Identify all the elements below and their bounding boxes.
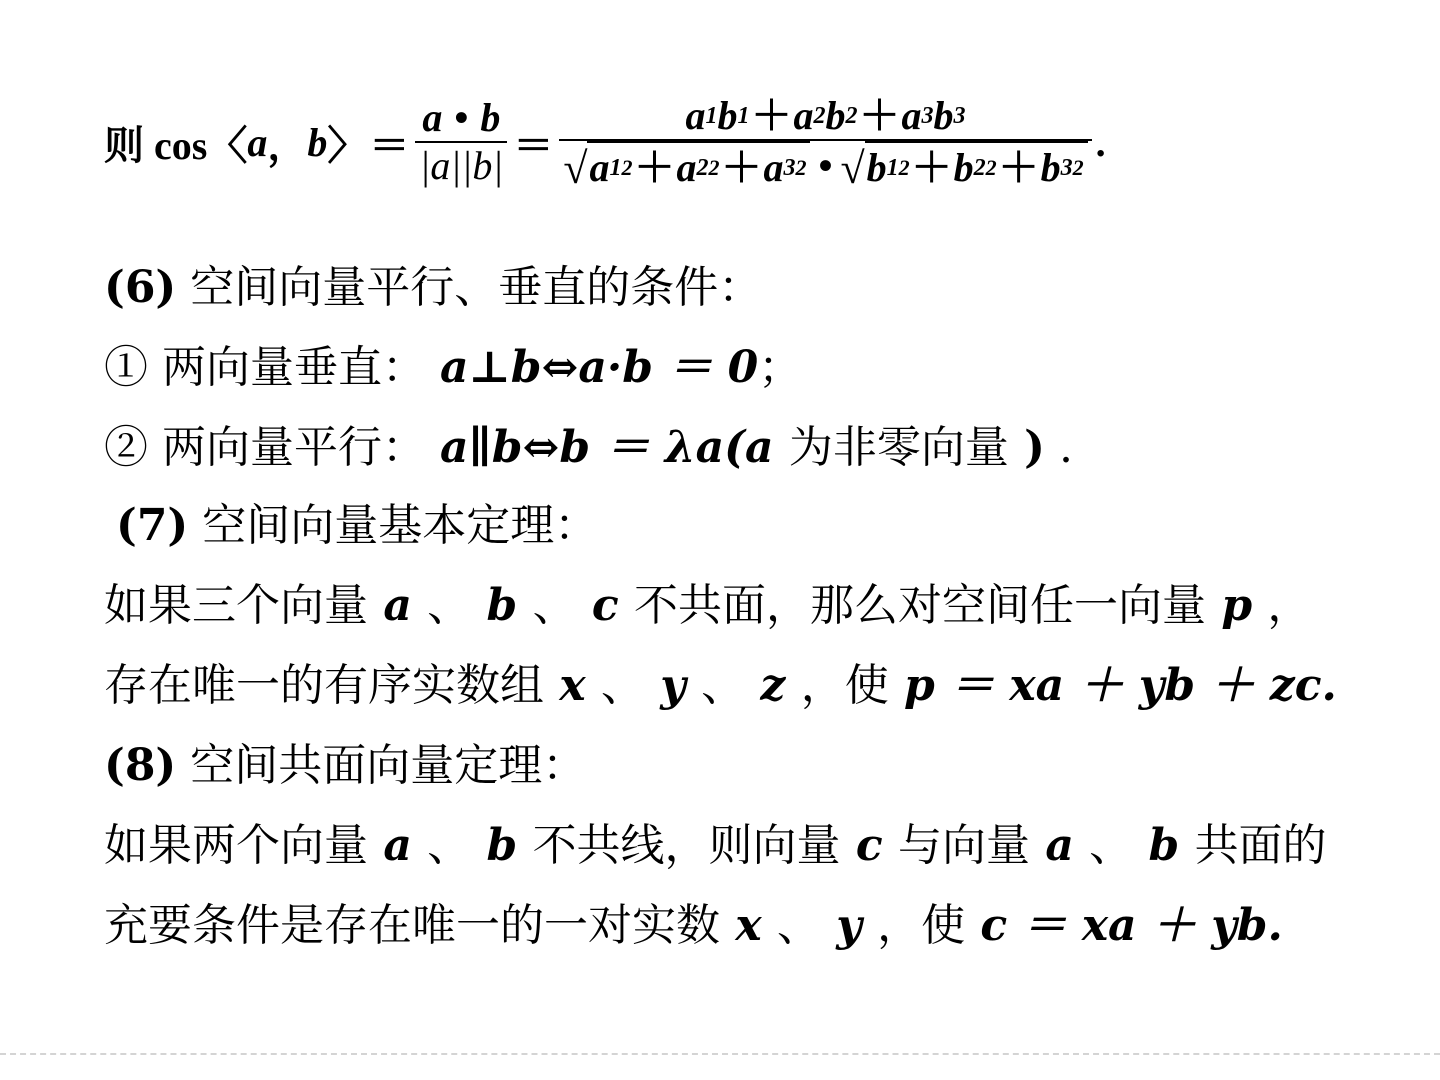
coord-numerator: a 1 b 1 ＋ a 2 b 2 ＋ a 3 b 3 bbox=[685, 93, 966, 138]
fraction-coordinates bbox=[559, 93, 1091, 191]
formula-prefix: 则 cos〈 bbox=[104, 122, 248, 168]
coord-denominator: √ a 1 2 ＋ a 2 2 ＋ a 3 2 • √ b 1 2 ＋ b 2 2 ＋ b 3 2 bbox=[559, 141, 1091, 191]
formula-rangle: 〉 bbox=[327, 122, 368, 168]
fraction-numerator: a • b bbox=[422, 95, 501, 140]
fraction-denominator: |a||b| bbox=[419, 143, 504, 188]
bottom-dashed-divider bbox=[0, 1053, 1440, 1055]
formula-eq2: ＝ bbox=[513, 122, 554, 168]
parallel-condition: ② 两向量平行： a∥b⇔b ＝ λa(a 为非零向量 ) . bbox=[104, 422, 1073, 473]
formula-comma: ， bbox=[267, 122, 308, 168]
section-7-heading: (7) 空间向量基本定理： bbox=[116, 500, 599, 551]
formula-b: b bbox=[307, 119, 328, 165]
coplanar-theorem-line-1: 如果两个向量 a 、 b 不共线，则向量 c 与向量 a 、 b 共面的 bbox=[104, 820, 1327, 871]
formula-eq: ＝ bbox=[369, 122, 410, 168]
section-6-heading: (6) 空间向量平行、垂直的条件： bbox=[104, 262, 763, 313]
basis-theorem-line-2: 存在唯一的有序实数组 x 、 y 、 z ，使 p ＝ xa ＋ yb ＋ zc. bbox=[104, 660, 1337, 711]
basis-theorem-line-1: 如果三个向量 a 、 b 、 c 不共面，那么对空间任一向量 p ， bbox=[104, 580, 1312, 631]
perpendicular-condition: ① 两向量垂直： a⊥b⇔a·b ＝ 0； bbox=[104, 342, 803, 393]
sqrt-a: √ a 1 2 ＋ a 2 2 ＋ a 3 2 bbox=[563, 141, 810, 191]
section-8-heading: (8) 空间共面向量定理： bbox=[104, 740, 587, 791]
formula-a: a bbox=[247, 119, 268, 165]
sqrt-b: √ b 1 2 ＋ b 2 2 ＋ b 3 2 bbox=[840, 141, 1087, 191]
fraction-dot-over-norms bbox=[415, 95, 507, 189]
cosine-formula bbox=[104, 72, 1106, 212]
coplanar-theorem-line-2: 充要条件是存在唯一的一对实数 x 、 y ，使 c ＝ xa ＋ yb. bbox=[104, 900, 1283, 951]
formula-period: . bbox=[1095, 119, 1106, 165]
